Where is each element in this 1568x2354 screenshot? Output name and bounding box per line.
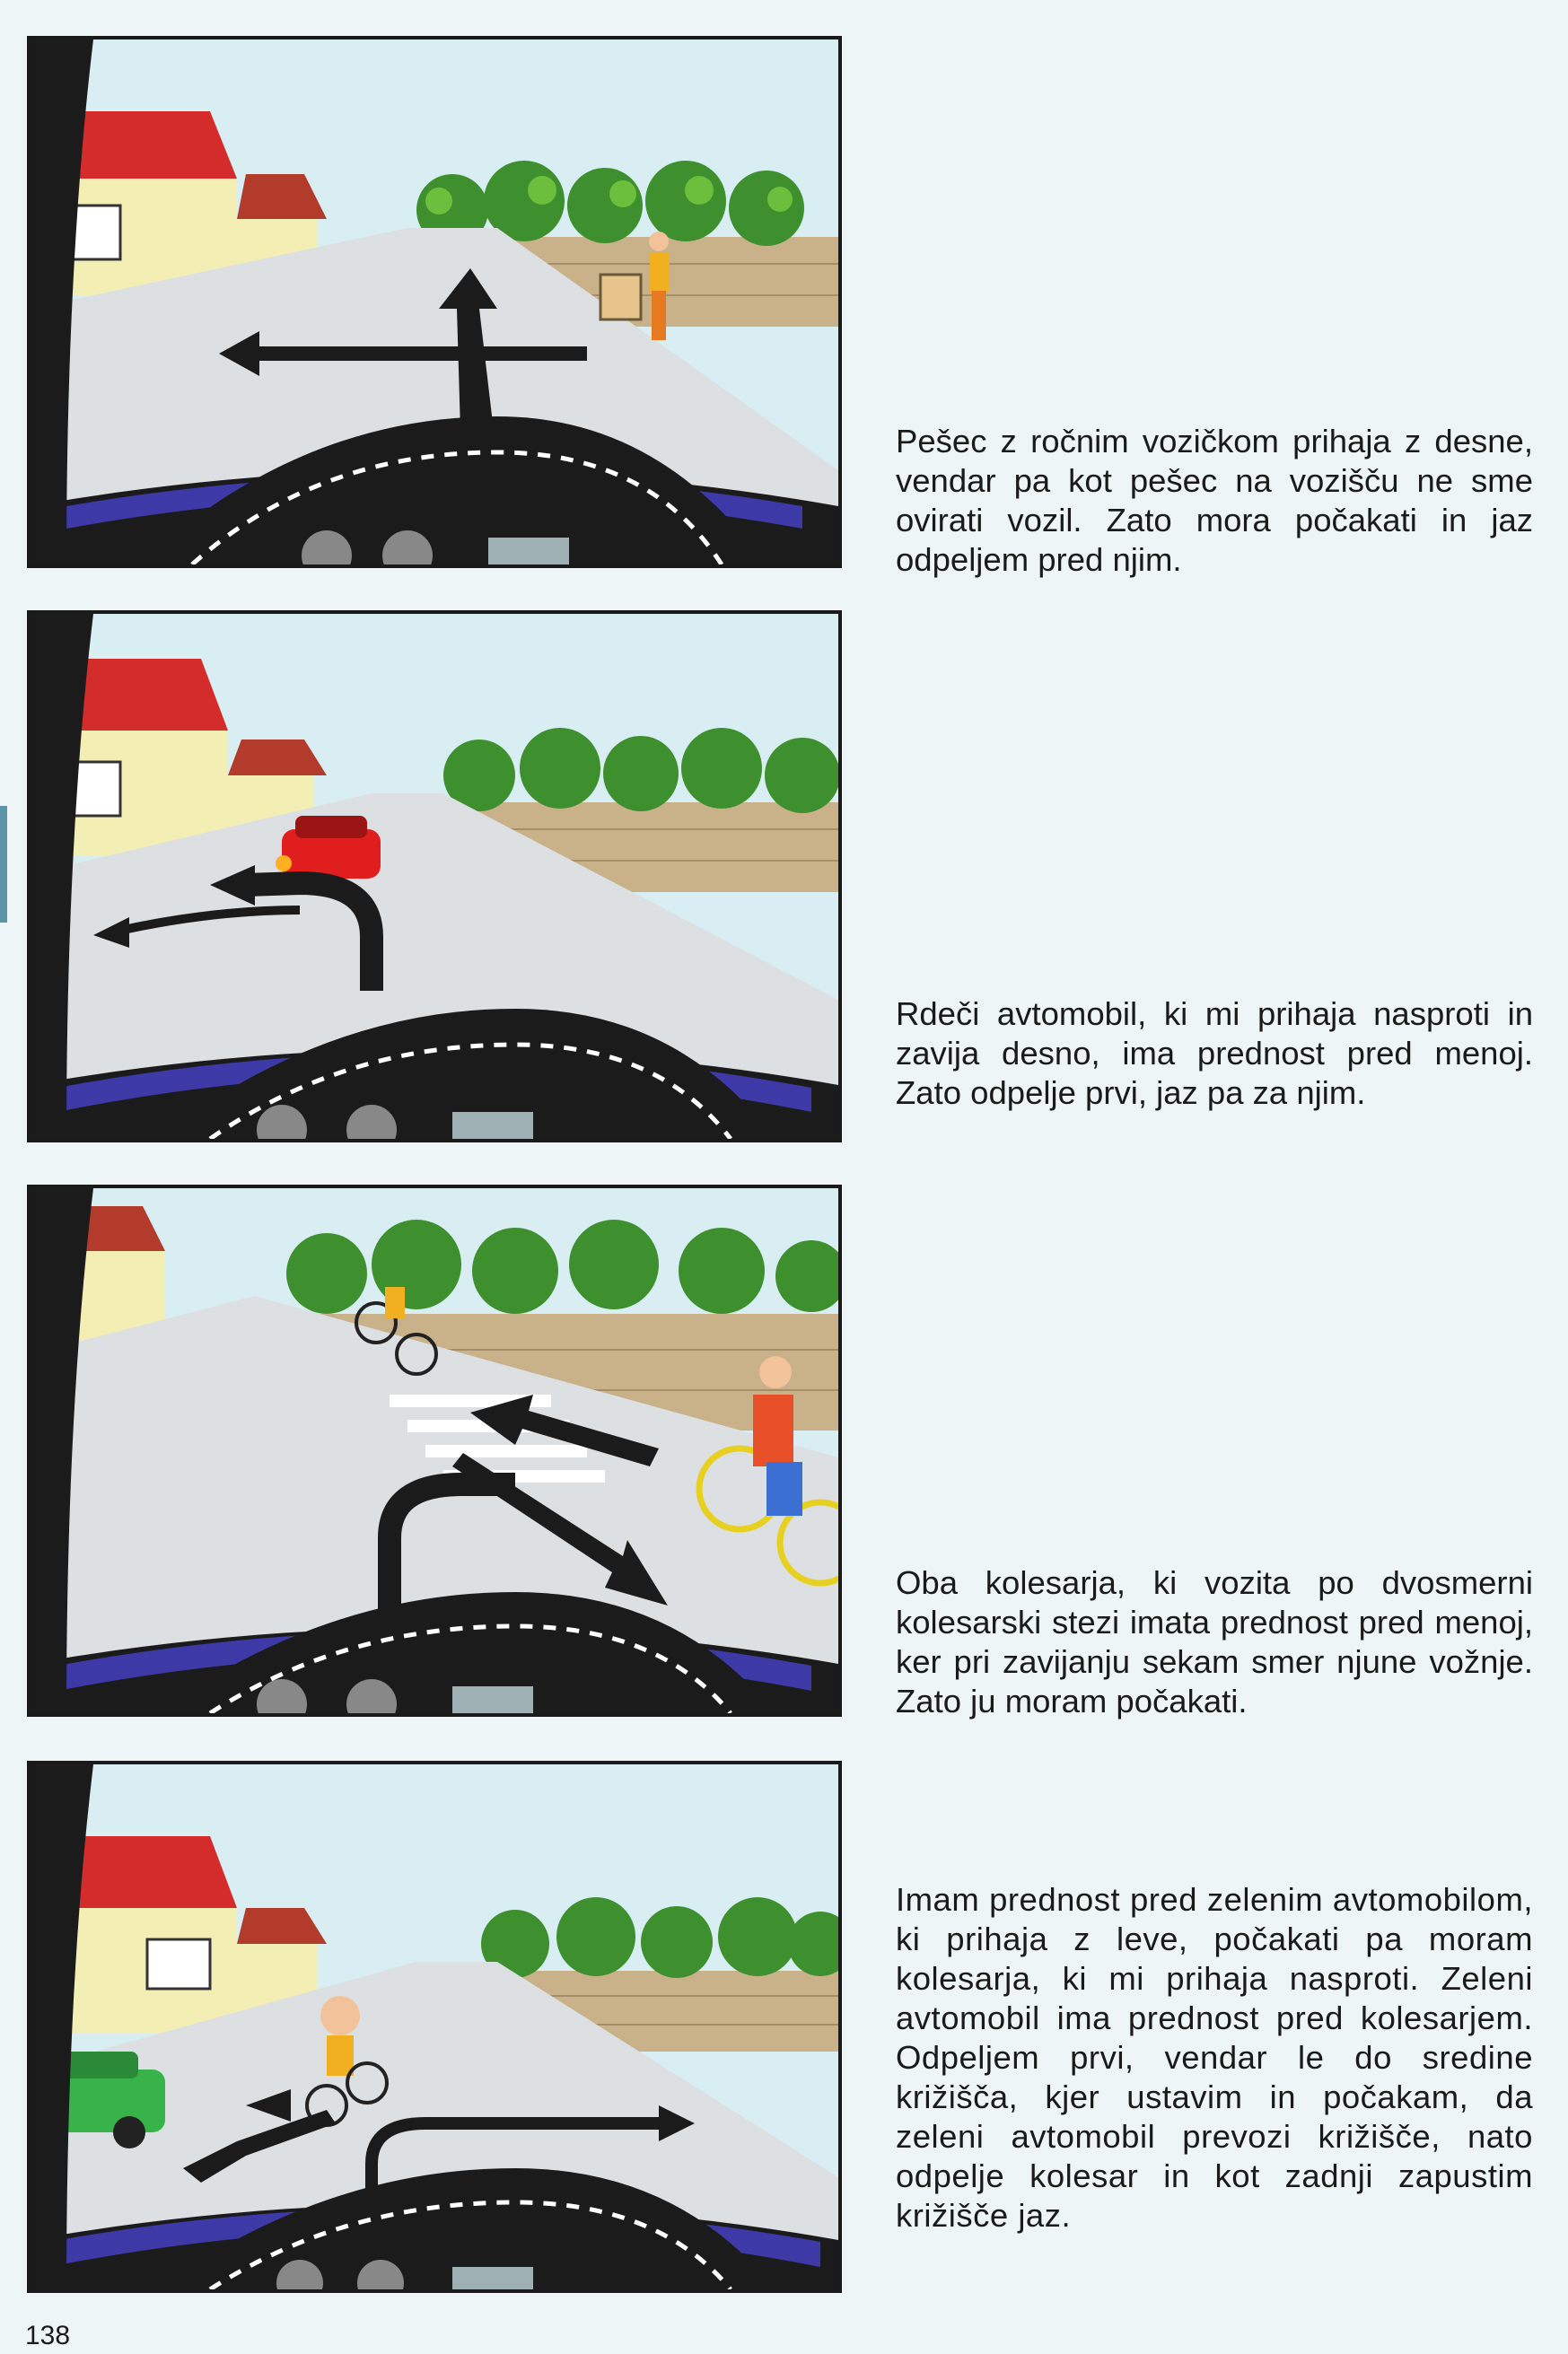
panel-2-caption: Rdeči avtomobil, ki mi prihaja nasproti in zavija desno, ima prednost pred menoj. Zato odpelje prvi, jaz pa za njim. xyxy=(896,995,1533,1111)
scene-red-car-turning xyxy=(31,614,838,1139)
page-number: 138 xyxy=(25,2321,71,2350)
scene-green-car-and-cyclist xyxy=(31,1764,838,2289)
illustration-panel-3 xyxy=(27,1185,842,1717)
scene-pedestrian-cart xyxy=(31,39,838,564)
illustration-panel-2 xyxy=(27,610,842,1142)
illustration-panel-4 xyxy=(27,1761,842,2293)
illustration-panel-1 xyxy=(27,36,842,568)
scene-cyclists-bike-lane xyxy=(31,1188,838,1713)
page-side-tab xyxy=(0,806,7,923)
panel-4-caption: Imam prednost pred zelenim avtomobilom, ki prihaja z leve, počakati pa moram kolesarja, ki mi prihaja nasproti. Zeleni avtomobil ima prednost pred kolesarjem. Odpeljem prvi, vendar le do sredine križišča, kjer ustavim in počakam, da zeleni avtomobil prevozi križišče, nato odpelje kolesar in kot zadnji zapustim križišče jaz. xyxy=(896,1881,1533,2234)
panel-1-caption: Pešec z ročnim vozičkom prihaja z desne, vendar pa kot pešec na vozišču ne sme ovirati vozil. Zato mora počakati in jaz odpeljem pred njim. xyxy=(896,423,1533,578)
panel-3-caption: Oba kolesarja, ki vozita po dvosmerni kolesarski stezi imata prednost pred menoj, ker pri zavijanju sekam smer njune vožnje. Zato ju moram počakati. xyxy=(896,1564,1533,1720)
